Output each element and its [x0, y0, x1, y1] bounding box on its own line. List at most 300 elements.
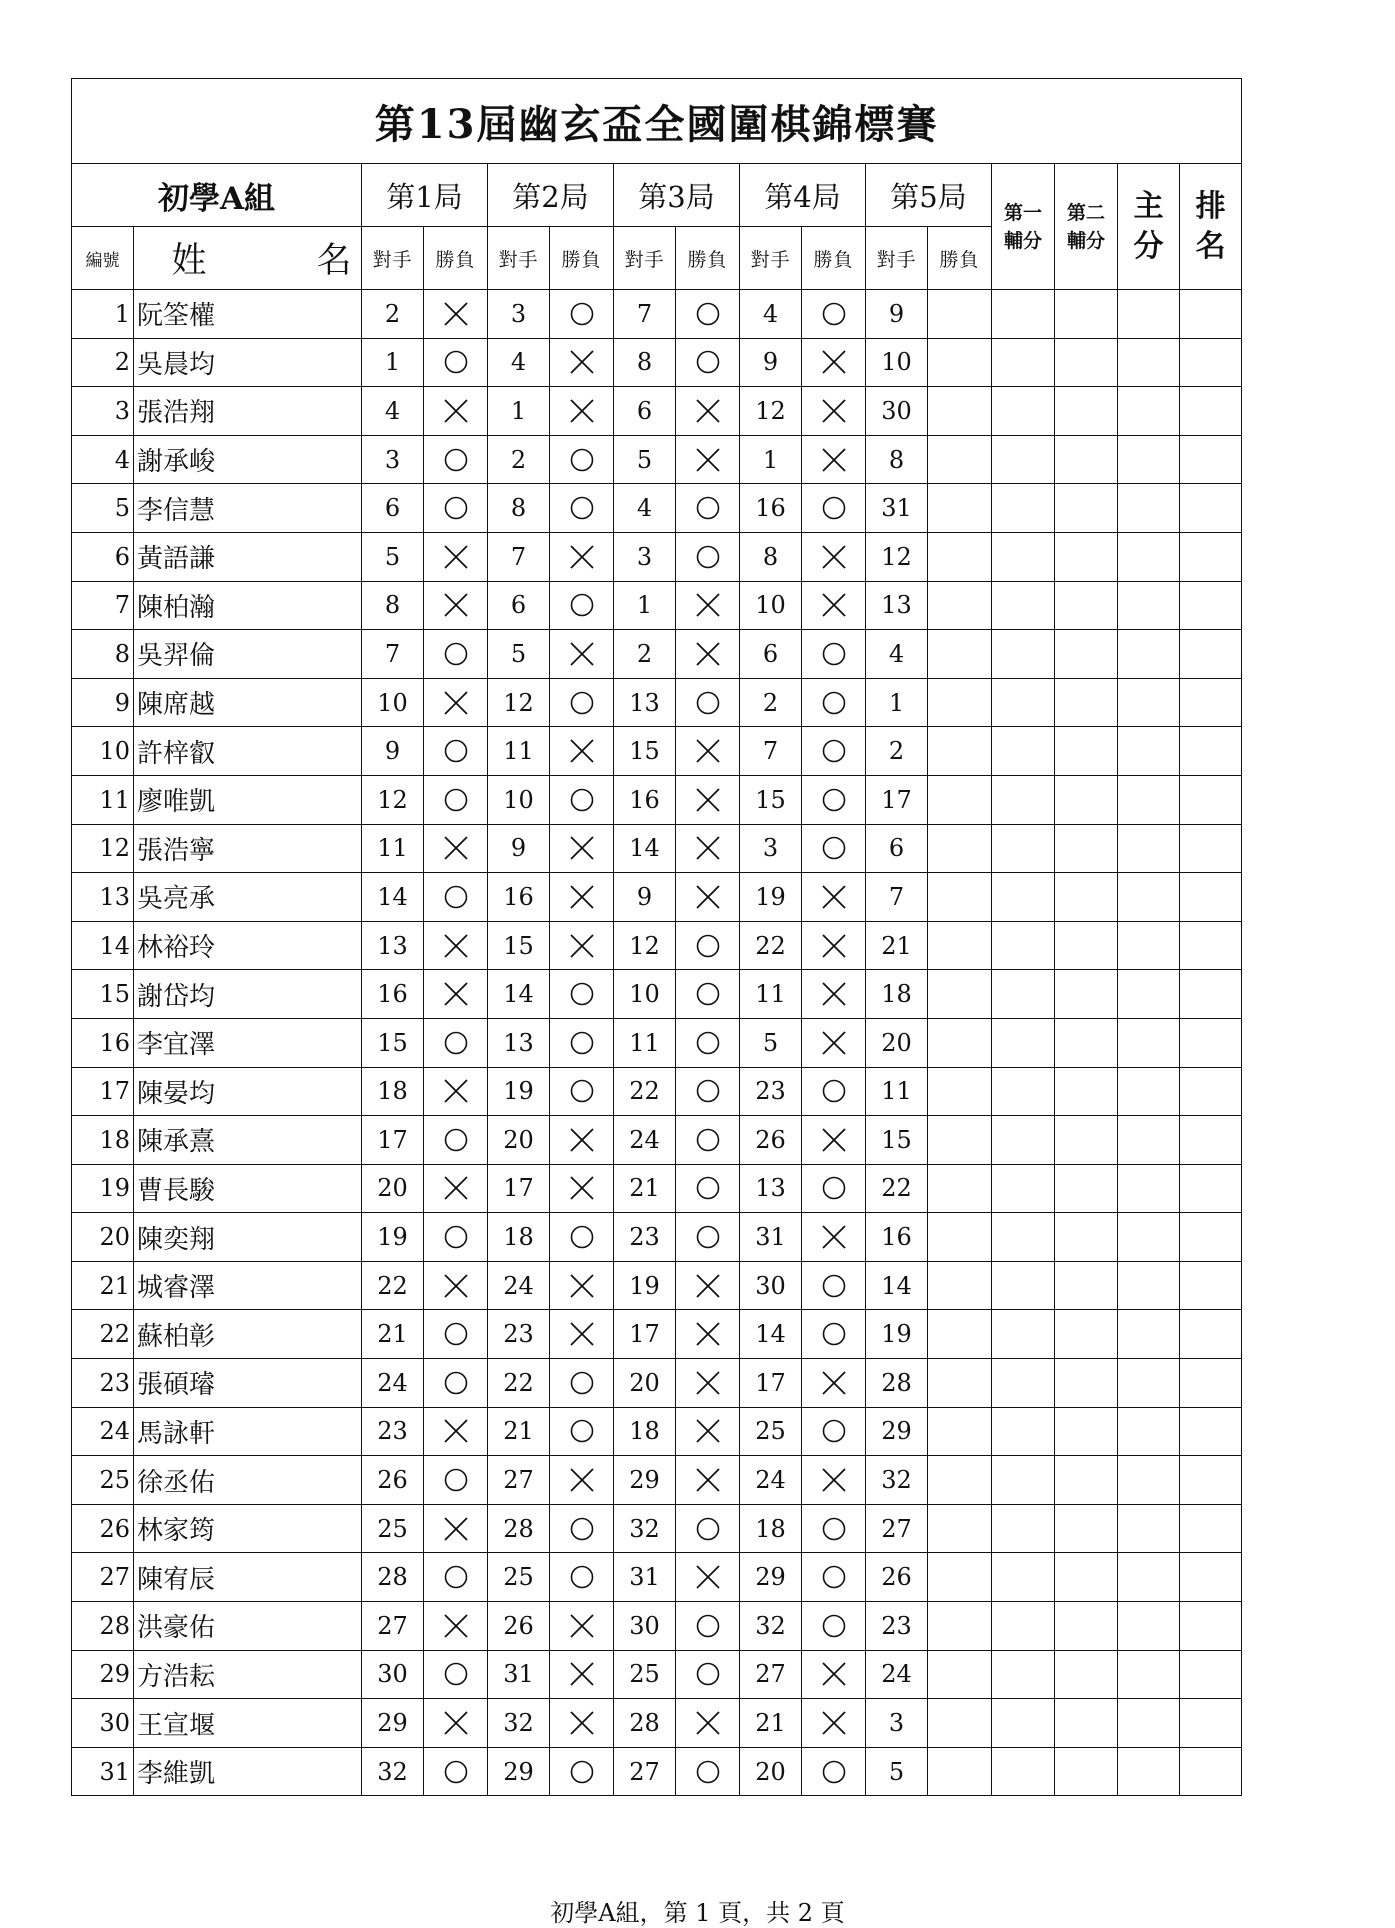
opponent-number: 28 — [866, 1359, 928, 1408]
result-cell — [550, 484, 614, 533]
opponent-number: 19 — [614, 1261, 676, 1310]
win-circle-icon — [694, 348, 722, 376]
loss-cross-icon — [568, 543, 596, 571]
opponent-number: 6 — [362, 484, 424, 533]
tiebreak-2-cell — [1055, 1747, 1118, 1796]
opponent-number: 21 — [614, 1164, 676, 1213]
opponent-number: 19 — [740, 873, 802, 922]
opponent-number: 21 — [488, 1407, 550, 1456]
result-cell — [802, 1650, 866, 1699]
result-cell — [802, 338, 866, 387]
opponent-number: 12 — [866, 532, 928, 581]
result-cell — [802, 1504, 866, 1553]
opponent-number: 12 — [362, 775, 424, 824]
main-score-cell — [1118, 1067, 1180, 1116]
table-row — [72, 1261, 1242, 1310]
result-cell — [550, 921, 614, 970]
opponent-number: 28 — [362, 1553, 424, 1602]
result-cell — [802, 630, 866, 679]
ranking-cell — [1180, 970, 1242, 1019]
loss-cross-icon — [568, 1272, 596, 1300]
result-cell — [424, 1650, 488, 1699]
result-cell — [802, 970, 866, 1019]
result-cell — [928, 1407, 992, 1456]
opponent-number: 27 — [488, 1456, 550, 1505]
result-cell — [550, 1018, 614, 1067]
main-score-cell — [1118, 484, 1180, 533]
result-cell — [676, 921, 740, 970]
tiebreak-2-cell — [1055, 873, 1118, 922]
opponent-number: 9 — [740, 338, 802, 387]
opponent-number: 27 — [362, 1602, 424, 1651]
opponent-number: 32 — [488, 1699, 550, 1748]
result-label: 勝負 — [550, 227, 614, 290]
result-cell — [550, 775, 614, 824]
main-score-cell — [1118, 1018, 1180, 1067]
win-circle-icon — [442, 786, 470, 814]
player-name: 許梓叡 — [134, 727, 362, 776]
table-row — [72, 532, 1242, 581]
main-score-cell — [1118, 678, 1180, 727]
result-cell — [928, 1018, 992, 1067]
result-cell — [424, 532, 488, 581]
ranking-line2: 名 — [1195, 228, 1226, 264]
opponent-number: 21 — [866, 921, 928, 970]
result-cell — [928, 338, 992, 387]
result-cell — [550, 824, 614, 873]
ranking-cell — [1180, 387, 1242, 436]
opponent-number: 15 — [614, 727, 676, 776]
win-circle-icon — [694, 300, 722, 328]
loss-cross-icon — [694, 446, 722, 474]
tiebreak-2-header — [1055, 164, 1118, 290]
result-cell — [928, 1116, 992, 1165]
round-1-header: 第1局 — [362, 164, 488, 227]
loss-cross-icon — [568, 932, 596, 960]
loss-cross-icon — [568, 397, 596, 425]
table-row — [72, 921, 1242, 970]
ranking-cell — [1180, 1650, 1242, 1699]
result-cell — [928, 484, 992, 533]
result-cell — [550, 1067, 614, 1116]
opponent-number: 16 — [362, 970, 424, 1019]
opponent-number: 4 — [866, 630, 928, 679]
result-cell — [424, 824, 488, 873]
result-label: 勝負 — [928, 227, 992, 290]
win-circle-icon — [694, 1029, 722, 1057]
opponent-number: 22 — [362, 1261, 424, 1310]
player-id: 16 — [72, 1018, 134, 1067]
result-cell — [928, 1067, 992, 1116]
table-row — [72, 824, 1242, 873]
player-id: 31 — [72, 1747, 134, 1796]
win-circle-icon — [820, 786, 848, 814]
main-score-line2: 分 — [1133, 228, 1164, 264]
result-cell — [802, 484, 866, 533]
loss-cross-icon — [568, 640, 596, 668]
ranking-cell — [1180, 1018, 1242, 1067]
table-row — [72, 1650, 1242, 1699]
tiebreak-1-cell — [992, 1504, 1055, 1553]
win-circle-icon — [442, 737, 470, 765]
table-row — [72, 1116, 1242, 1165]
main-score-cell — [1118, 970, 1180, 1019]
result-cell — [802, 1359, 866, 1408]
player-name: 陳宥辰 — [134, 1553, 362, 1602]
tiebreak-2-cell — [1055, 1553, 1118, 1602]
opponent-number: 17 — [488, 1164, 550, 1213]
opponent-number: 31 — [740, 1213, 802, 1262]
opponent-number: 8 — [614, 338, 676, 387]
ranking-cell — [1180, 1504, 1242, 1553]
opponent-number: 3 — [362, 435, 424, 484]
tiebreak-1-cell — [992, 775, 1055, 824]
win-circle-icon — [820, 1758, 848, 1786]
opponent-number: 3 — [614, 532, 676, 581]
tiebreak-1-cell — [992, 1359, 1055, 1408]
opponent-number: 26 — [362, 1456, 424, 1505]
tiebreak-1-cell — [992, 678, 1055, 727]
player-name: 陳奕翔 — [134, 1213, 362, 1262]
ranking-cell — [1180, 1116, 1242, 1165]
tiebreak-2-cell — [1055, 484, 1118, 533]
player-name: 張浩寧 — [134, 824, 362, 873]
opponent-number: 20 — [488, 1116, 550, 1165]
tiebreak-1-cell — [992, 873, 1055, 922]
main-score-cell — [1118, 1359, 1180, 1408]
tiebreak-1-cell — [992, 1407, 1055, 1456]
table-row — [72, 1067, 1242, 1116]
opponent-number: 18 — [866, 970, 928, 1019]
tiebreak-2-cell — [1055, 921, 1118, 970]
loss-cross-icon — [442, 1272, 470, 1300]
result-cell — [424, 775, 488, 824]
opponent-number: 24 — [488, 1261, 550, 1310]
main-score-cell — [1118, 1407, 1180, 1456]
result-cell — [424, 581, 488, 630]
table-row — [72, 1456, 1242, 1505]
player-name: 陳柏瀚 — [134, 581, 362, 630]
tiebreak-2-cell — [1055, 1407, 1118, 1456]
loss-cross-icon — [442, 1515, 470, 1543]
opponent-number: 14 — [362, 873, 424, 922]
result-cell — [676, 1747, 740, 1796]
opponent-number: 30 — [362, 1650, 424, 1699]
result-cell — [802, 1213, 866, 1262]
win-circle-icon — [820, 1515, 848, 1543]
result-cell — [928, 1359, 992, 1408]
opponent-number: 31 — [488, 1650, 550, 1699]
result-cell — [424, 727, 488, 776]
ranking-cell — [1180, 1699, 1242, 1748]
opponent-label: 對手 — [614, 227, 676, 290]
loss-cross-icon — [694, 786, 722, 814]
ranking-cell — [1180, 1456, 1242, 1505]
result-cell — [424, 290, 488, 339]
main-score-cell — [1118, 1261, 1180, 1310]
opponent-number: 32 — [614, 1504, 676, 1553]
opponent-number: 1 — [614, 581, 676, 630]
opponent-number: 13 — [362, 921, 424, 970]
win-circle-icon — [568, 1077, 596, 1105]
result-cell — [424, 1747, 488, 1796]
main-score-cell — [1118, 1164, 1180, 1213]
player-name: 曹長駿 — [134, 1164, 362, 1213]
result-cell — [928, 581, 992, 630]
loss-cross-icon — [820, 397, 848, 425]
result-cell — [550, 678, 614, 727]
player-id: 25 — [72, 1456, 134, 1505]
result-cell — [550, 873, 614, 922]
tiebreak-1-cell — [992, 435, 1055, 484]
result-cell — [928, 824, 992, 873]
opponent-number: 28 — [614, 1699, 676, 1748]
opponent-number: 32 — [740, 1602, 802, 1651]
main-score-cell — [1118, 1116, 1180, 1165]
tiebreak-1-cell — [992, 581, 1055, 630]
opponent-number: 15 — [362, 1018, 424, 1067]
opponent-number: 3 — [866, 1699, 928, 1748]
table-row — [72, 581, 1242, 630]
ranking-cell — [1180, 1310, 1242, 1359]
player-name: 城睿澤 — [134, 1261, 362, 1310]
tiebreak-2-line1: 第二 — [1066, 201, 1105, 224]
result-cell — [550, 1650, 614, 1699]
ranking-cell — [1180, 1164, 1242, 1213]
round-3-header: 第3局 — [614, 164, 740, 227]
loss-cross-icon — [820, 543, 848, 571]
ranking-cell — [1180, 1407, 1242, 1456]
opponent-label: 對手 — [488, 227, 550, 290]
result-cell — [676, 873, 740, 922]
result-cell — [928, 1213, 992, 1262]
loss-cross-icon — [442, 1417, 470, 1445]
result-cell — [928, 1699, 992, 1748]
main-score-line1: 主 — [1133, 188, 1164, 224]
main-score-cell — [1118, 630, 1180, 679]
win-circle-icon — [820, 1320, 848, 1348]
win-circle-icon — [820, 689, 848, 717]
standings-table — [71, 78, 1242, 1796]
result-cell — [802, 678, 866, 727]
result-cell — [550, 1602, 614, 1651]
result-cell — [928, 1310, 992, 1359]
player-id: 12 — [72, 824, 134, 873]
result-cell — [550, 1213, 614, 1262]
result-cell — [928, 1602, 992, 1651]
result-cell — [676, 1650, 740, 1699]
result-cell — [676, 824, 740, 873]
result-cell — [928, 1747, 992, 1796]
tiebreak-2-cell — [1055, 775, 1118, 824]
tiebreak-2-cell — [1055, 1213, 1118, 1262]
player-name: 林家筠 — [134, 1504, 362, 1553]
main-score-cell — [1118, 1650, 1180, 1699]
opponent-number: 5 — [740, 1018, 802, 1067]
opponent-number: 5 — [866, 1747, 928, 1796]
table-row — [72, 1699, 1242, 1748]
result-cell — [928, 678, 992, 727]
main-score-cell — [1118, 727, 1180, 776]
table-row — [72, 1747, 1242, 1796]
opponent-number: 27 — [740, 1650, 802, 1699]
opponent-number: 5 — [488, 630, 550, 679]
result-cell — [676, 727, 740, 776]
tiebreak-1-cell — [992, 484, 1055, 533]
tiebreak-1-cell — [992, 921, 1055, 970]
opponent-number: 14 — [866, 1261, 928, 1310]
table-row — [72, 387, 1242, 436]
opponent-number: 15 — [866, 1116, 928, 1165]
win-circle-icon — [820, 834, 848, 862]
result-cell — [676, 338, 740, 387]
result-cell — [928, 630, 992, 679]
player-name: 陳晏均 — [134, 1067, 362, 1116]
result-cell — [424, 873, 488, 922]
tiebreak-1-header — [992, 164, 1055, 290]
opponent-number: 2 — [362, 290, 424, 339]
win-circle-icon — [820, 494, 848, 522]
opponent-number: 8 — [488, 484, 550, 533]
win-circle-icon — [442, 1223, 470, 1251]
opponent-number: 10 — [740, 581, 802, 630]
result-label: 勝負 — [676, 227, 740, 290]
opponent-number: 26 — [488, 1602, 550, 1651]
tiebreak-2-cell — [1055, 435, 1118, 484]
main-score-cell — [1118, 1310, 1180, 1359]
win-circle-icon — [442, 1029, 470, 1057]
result-label: 勝負 — [424, 227, 488, 290]
table-row — [72, 435, 1242, 484]
result-cell — [802, 1310, 866, 1359]
player-id: 24 — [72, 1407, 134, 1456]
ranking-cell — [1180, 873, 1242, 922]
opponent-number: 32 — [362, 1747, 424, 1796]
loss-cross-icon — [568, 834, 596, 862]
player-id: 4 — [72, 435, 134, 484]
result-cell — [802, 775, 866, 824]
ranking-cell — [1180, 1553, 1242, 1602]
opponent-number: 2 — [488, 435, 550, 484]
tiebreak-2-cell — [1055, 1504, 1118, 1553]
result-cell — [424, 435, 488, 484]
result-cell — [424, 338, 488, 387]
player-id: 17 — [72, 1067, 134, 1116]
opponent-number: 4 — [362, 387, 424, 436]
ranking-cell — [1180, 921, 1242, 970]
opponent-number: 6 — [614, 387, 676, 436]
opponent-number: 27 — [866, 1504, 928, 1553]
opponent-number: 23 — [362, 1407, 424, 1456]
opponent-number: 10 — [362, 678, 424, 727]
player-id: 22 — [72, 1310, 134, 1359]
opponent-number: 15 — [740, 775, 802, 824]
win-circle-icon — [820, 1174, 848, 1202]
win-circle-icon — [568, 1029, 596, 1057]
opponent-number: 1 — [866, 678, 928, 727]
tiebreak-2-cell — [1055, 1456, 1118, 1505]
opponent-number: 17 — [614, 1310, 676, 1359]
opponent-number: 19 — [866, 1310, 928, 1359]
result-cell — [928, 435, 992, 484]
page-footer: 初學A組，第 1 頁，共 2 頁 — [550, 1899, 845, 1927]
loss-cross-icon — [694, 1320, 722, 1348]
ranking-cell — [1180, 338, 1242, 387]
result-cell — [802, 1407, 866, 1456]
result-cell — [550, 387, 614, 436]
result-cell — [676, 775, 740, 824]
main-score-cell — [1118, 1504, 1180, 1553]
player-id: 8 — [72, 630, 134, 679]
result-cell — [550, 1310, 614, 1359]
ranking-cell — [1180, 1359, 1242, 1408]
result-cell — [424, 1018, 488, 1067]
tiebreak-1-cell — [992, 970, 1055, 1019]
result-cell — [676, 387, 740, 436]
tiebreak-1-line1: 第一 — [1003, 201, 1042, 224]
opponent-number: 13 — [488, 1018, 550, 1067]
opponent-label: 對手 — [362, 227, 424, 290]
opponent-number: 31 — [866, 484, 928, 533]
player-name: 謝承峻 — [134, 435, 362, 484]
win-circle-icon — [694, 1612, 722, 1640]
loss-cross-icon — [568, 1126, 596, 1154]
result-cell — [676, 532, 740, 581]
opponent-number: 23 — [866, 1602, 928, 1651]
player-name: 陳席越 — [134, 678, 362, 727]
opponent-number: 8 — [362, 581, 424, 630]
tiebreak-1-cell — [992, 1164, 1055, 1213]
tiebreak-1-cell — [992, 1602, 1055, 1651]
opponent-number: 18 — [362, 1067, 424, 1116]
result-cell — [550, 532, 614, 581]
win-circle-icon — [820, 737, 848, 765]
result-cell — [802, 1018, 866, 1067]
win-circle-icon — [694, 1758, 722, 1786]
result-cell — [676, 630, 740, 679]
loss-cross-icon — [694, 1466, 722, 1494]
opponent-number: 1 — [362, 338, 424, 387]
loss-cross-icon — [820, 1466, 848, 1494]
result-cell — [424, 1407, 488, 1456]
win-circle-icon — [442, 1466, 470, 1494]
tiebreak-1-cell — [992, 532, 1055, 581]
player-name: 李維凱 — [134, 1747, 362, 1796]
loss-cross-icon — [820, 932, 848, 960]
loss-cross-icon — [694, 1272, 722, 1300]
opponent-number: 2 — [866, 727, 928, 776]
opponent-number: 20 — [740, 1747, 802, 1796]
loss-cross-icon — [442, 980, 470, 1008]
result-cell — [928, 1553, 992, 1602]
result-cell — [928, 290, 992, 339]
opponent-number: 24 — [362, 1359, 424, 1408]
result-cell — [928, 1164, 992, 1213]
result-cell — [802, 1456, 866, 1505]
opponent-number: 3 — [740, 824, 802, 873]
result-cell — [928, 532, 992, 581]
opponent-number: 25 — [740, 1407, 802, 1456]
win-circle-icon — [820, 300, 848, 328]
main-score-cell — [1118, 581, 1180, 630]
table-row — [72, 1504, 1242, 1553]
result-cell — [802, 435, 866, 484]
ranking-cell — [1180, 1213, 1242, 1262]
ranking-cell — [1180, 1747, 1242, 1796]
result-cell — [676, 1018, 740, 1067]
opponent-number: 20 — [614, 1359, 676, 1408]
win-circle-icon — [442, 1369, 470, 1397]
